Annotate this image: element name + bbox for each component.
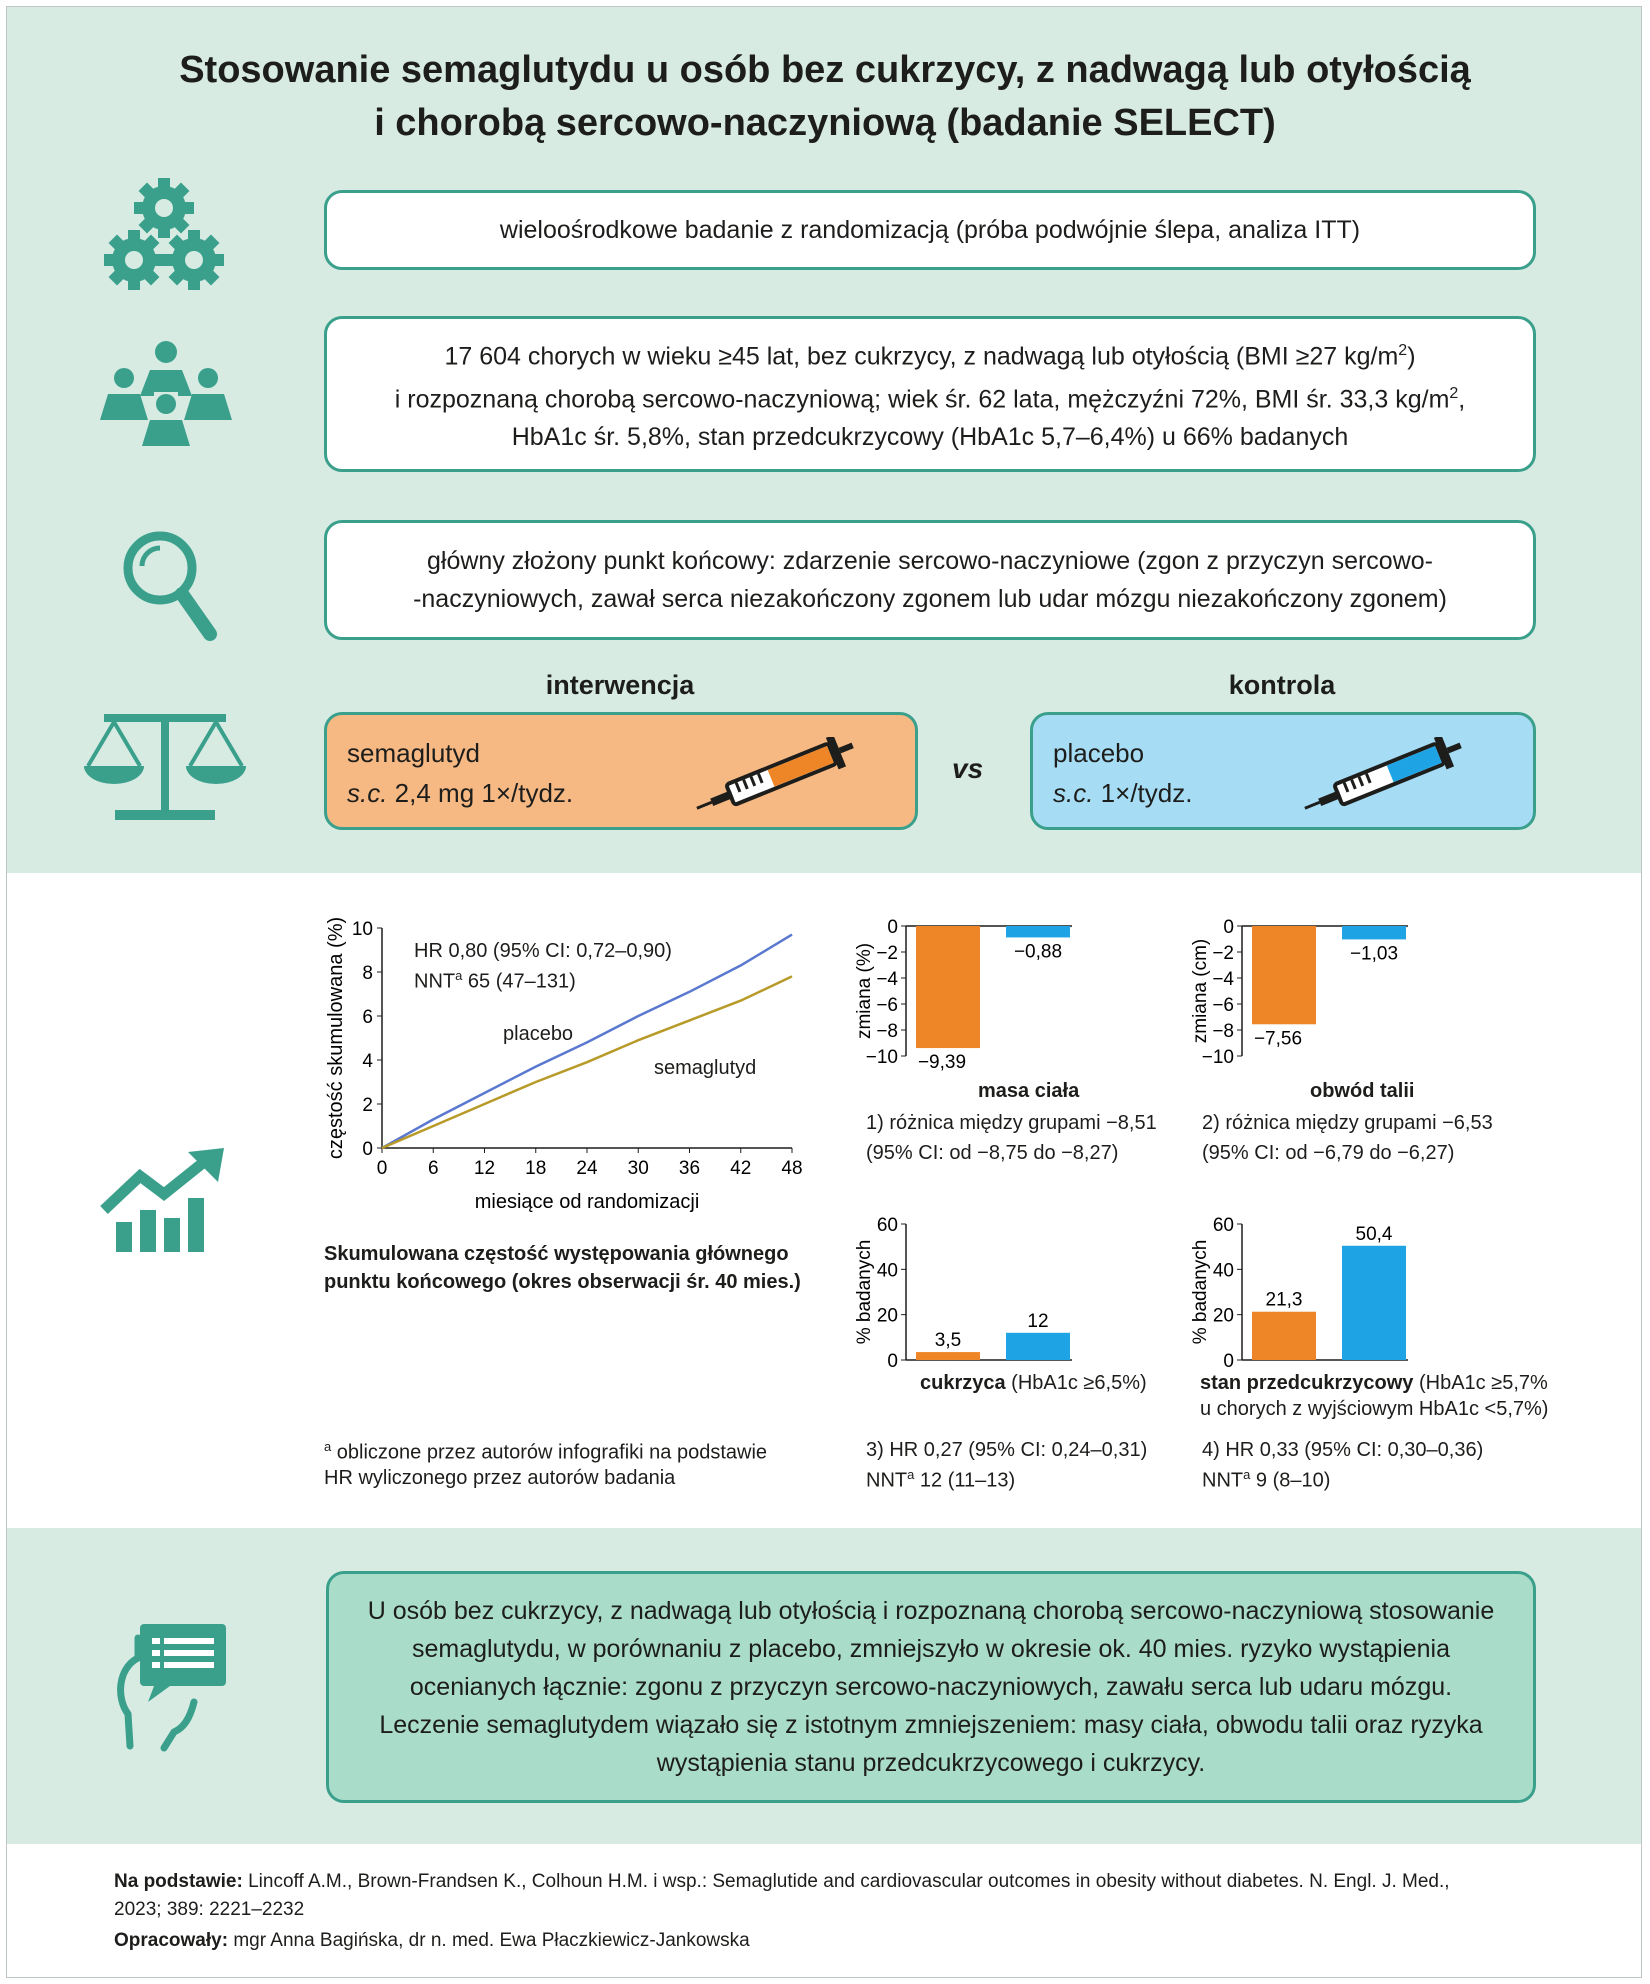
km-x-tick-label: 18 xyxy=(525,1158,547,1179)
km-footnote-line-1 xyxy=(324,1439,767,1465)
control-dose: 1×/tydz. xyxy=(1093,778,1193,808)
km-series-placebo xyxy=(382,935,792,1148)
gears-icon xyxy=(100,176,230,296)
population-text-1b: ) xyxy=(1407,342,1416,370)
endpoint-line-2: -naczyniowych, zawał serca niezakończony zgonem lub udar mózgu niezakończony zgonem) xyxy=(413,585,1447,613)
endpoint-line-1: główny złożony punkt końcowy: zdarzenie sercowo-naczyniowe (zgon z przyczyn sercowo- xyxy=(427,547,1433,575)
waist-note-2: (95% CI: od −6,79 do −6,27) xyxy=(1202,1142,1455,1164)
intervention-label: interwencja xyxy=(545,670,695,700)
control-label: kontrola xyxy=(1228,670,1336,700)
km-nnt-sup: a xyxy=(455,968,463,983)
conclusion-box xyxy=(326,1571,1536,1803)
authors-line xyxy=(114,1930,750,1952)
diabetes-chart-title xyxy=(920,1372,1147,1395)
thinking-head-icon xyxy=(108,1618,232,1752)
bar-y-axis-label: % badanych xyxy=(1190,1239,1211,1345)
bar-placebo xyxy=(1006,1333,1070,1360)
syringe-orange-icon xyxy=(687,737,867,817)
population-box xyxy=(324,316,1536,472)
control-route: s.c. xyxy=(1053,778,1094,808)
bar-y-axis-label: zmiana (%) xyxy=(854,942,875,1040)
bar-y-tick-label: −10 xyxy=(865,1047,898,1068)
prediabetes-title-bold: stan przedcukrzycowy xyxy=(1200,1372,1414,1394)
bar-semaglutyd xyxy=(1252,926,1316,1024)
source-text: Lincoff A.M., Brown-Frandsen K., Colhoun H.M. i wsp.: Semaglutide and cardiovascular outcomes in obesity without diabetes. N. Engl. J. Med., xyxy=(242,1871,1450,1892)
prediabetes-note-1: 4) HR 0,33 (95% CI: 0,30–0,36) xyxy=(1202,1439,1484,1461)
weight-bar-chart xyxy=(852,912,1092,1082)
bar-y-tick-label: 0 xyxy=(887,1351,898,1372)
syringe-blue-icon xyxy=(1295,737,1475,817)
bar-y-tick-label: −4 xyxy=(1212,969,1234,990)
bar-value-label: −1,03 xyxy=(1349,943,1399,965)
km-footnote-text-1: obliczone przez autorów infografiki na podstawie xyxy=(331,1441,768,1464)
scales-icon xyxy=(80,706,250,830)
prediabetes-bar-chart xyxy=(1188,1210,1428,1372)
weight-chart-title: masa ciała xyxy=(978,1080,1080,1102)
km-y-tick-label: 6 xyxy=(362,1007,373,1028)
study-design-text: wieloośrodkowe badanie z randomizacją (próba podwójnie ślepa, analiza ITT) xyxy=(499,216,1361,244)
authors-text: mgr Anna Bagińska, dr n. med. Ewa Płaczkiewicz-Jankowska xyxy=(228,1930,750,1951)
population-line-2: i rozpoznaną chorobą sercowo-naczyniową; wiek śr. 62 lata, mężczyźni 72%, BMI śr. 33,3 $kg/m^2$, xyxy=(394,385,1466,414)
km-annotation-nnt xyxy=(414,968,576,994)
source-text-2: 2023; 389: 2221–2232 xyxy=(114,1899,305,1920)
bar-value-label: 21,3 xyxy=(1265,1289,1303,1311)
km-y-tick-label: 10 xyxy=(351,919,373,940)
diabetes-note-1: 3) HR 0,27 (95% CI: 0,24–0,31) xyxy=(866,1439,1148,1461)
km-x-tick-label: 42 xyxy=(730,1158,752,1179)
bar-semaglutyd xyxy=(1252,1312,1316,1360)
bar-y-tick-label: −4 xyxy=(876,969,898,990)
intervention-arm-box xyxy=(324,712,918,830)
diabetes-nnt-value: 12 (11–13) xyxy=(914,1469,1016,1492)
diabetes-title-rest: (HbA1c ≥6,5%) xyxy=(1005,1372,1147,1394)
title-line-1: Stosowanie semaglutydu u osób bez cukrzycy, z nadwagą lub otyłością xyxy=(179,49,1471,91)
growth-chart-icon xyxy=(100,1148,230,1252)
population-line-1 xyxy=(444,332,1415,375)
km-y-tick-label: 4 xyxy=(362,1051,373,1072)
bar-semaglutyd xyxy=(916,1352,980,1360)
bar-semaglutyd xyxy=(916,926,980,1048)
authors-label: Opracowały: xyxy=(114,1930,229,1951)
population-text-2: i rozpoznaną chorobą sercowo-naczyniową; wiek śr. 62 lata, mężczyźni 72%, BMI śr. 33,3 kg/m xyxy=(394,385,1450,414)
km-x-tick-label: 6 xyxy=(427,1158,439,1179)
bar-value-label: −0,88 xyxy=(1013,941,1063,963)
prediabetes-nnt-value: 9 (8–10) xyxy=(1250,1469,1331,1492)
km-x-axis-label: miesiące od randomizacji xyxy=(474,1191,700,1213)
title-line-2: i chorobą sercowo-naczyniową (badanie SELECT) xyxy=(374,102,1276,144)
intervention-drug: semaglutyd xyxy=(347,738,480,768)
bar-y-tick-label: −8 xyxy=(1212,1021,1234,1042)
bar-y-tick-label: −10 xyxy=(1201,1047,1234,1068)
km-footnote-sup: a xyxy=(324,1439,332,1454)
control-arm-box xyxy=(1030,712,1536,830)
km-y-tick-label: 8 xyxy=(362,963,373,984)
bar-y-tick-label: 20 xyxy=(876,1305,898,1327)
bar-y-tick-label: −6 xyxy=(876,995,898,1016)
km-label-semaglutyd: semaglutyd xyxy=(654,1057,757,1079)
source-citation xyxy=(114,1868,1534,1924)
km-footnote-line-2: HR wyliczonego przez autorów badania xyxy=(324,1467,676,1489)
vs-label: vs xyxy=(952,753,984,784)
prediabetes-nnt-sup: a xyxy=(1243,1467,1251,1482)
bar-placebo xyxy=(1006,926,1070,937)
km-annotation-hr: HR 0,80 (95% CI: 0,72–0,90) xyxy=(414,940,672,962)
bar-y-tick-label: 60 xyxy=(1212,1215,1234,1236)
control-drug: placebo xyxy=(1053,738,1145,768)
bar-placebo xyxy=(1342,926,1406,939)
weight-note-2: (95% CI: od −8,75 do −8,27) xyxy=(866,1142,1119,1164)
km-title-line-1: Skumulowana częstość występowania głównego xyxy=(324,1243,789,1265)
bar-y-tick-label: 0 xyxy=(1223,1351,1234,1372)
study-design-box xyxy=(324,190,1536,270)
km-label-placebo: placebo xyxy=(503,1023,574,1045)
bar-y-tick-label: −8 xyxy=(876,1021,898,1042)
bar-placebo xyxy=(1342,1246,1406,1360)
bar-y-tick-label: 40 xyxy=(1212,1260,1234,1282)
bar-value-label: 12 xyxy=(1027,1310,1049,1332)
intervention-route: s.c. xyxy=(347,778,388,808)
km-y-axis-label: częstość skumulowana (%) xyxy=(325,916,347,1160)
bar-y-tick-label: 40 xyxy=(876,1260,898,1282)
km-x-tick-label: 48 xyxy=(781,1158,803,1179)
bar-y-tick-label: −2 xyxy=(1212,943,1234,964)
bar-y-axis-label: zmiana (cm) xyxy=(1190,938,1211,1044)
bar-y-tick-label: 20 xyxy=(1212,1305,1234,1327)
bar-y-axis-label: % badanych xyxy=(854,1239,875,1345)
km-nnt-label: NNT xyxy=(414,970,456,993)
km-x-tick-label: 12 xyxy=(473,1158,496,1179)
diabetes-nnt-sup: a xyxy=(907,1467,915,1482)
km-x-tick-label: 24 xyxy=(576,1158,598,1179)
prediabetes-chart-title xyxy=(1200,1372,1548,1395)
km-title-line-2: punktu końcowego (okres obserwacji śr. 40 mies.) xyxy=(324,1271,801,1293)
endpoint-box xyxy=(324,520,1536,640)
km-x-tick-label: 36 xyxy=(678,1158,701,1179)
bar-value-label: −9,39 xyxy=(917,1052,967,1074)
diabetes-note-2 xyxy=(866,1467,1015,1493)
prediabetes-title-rest: (HbA1c ≥5,7% xyxy=(1413,1372,1548,1394)
bar-value-label: −7,56 xyxy=(1253,1028,1303,1050)
bar-y-tick-label: 0 xyxy=(887,917,898,938)
waist-chart-title: obwód talii xyxy=(1310,1080,1415,1102)
bar-value-label: 3,5 xyxy=(934,1330,962,1352)
conclusion-text: U osób bez cukrzycy, z nadwagą lub otyłością i rozpoznaną chorobą sercowo-naczyniową stosowanie semaglutydu, w porównaniu z placebo, zmniejszyło w okresie ok. 40 mies. ryzyko wystąpienia ocenianych łącznie: zgonu z przyczyn sercowo-naczyniowych, zawału serca lub udaru mózgu. Leczenie semaglutydem wiązało się z istotnym zmniejszeniem: masy ciała, obwodu talii oraz ryzyka wystąpienia stanu przedcukrzycowego i cukrzycy. xyxy=(367,1597,1495,1777)
superscript-2b: 2 xyxy=(1449,385,1459,402)
km-x-tick-label: 0 xyxy=(376,1158,388,1179)
km-x-tick-label: 30 xyxy=(627,1158,649,1179)
bar-y-tick-label: −2 xyxy=(876,943,898,964)
prediabetes-note-2 xyxy=(1202,1467,1330,1493)
population-line-3: HbA1c śr. 5,8%, stan przedcukrzycowy (HbA1c 5,7–6,4%) u 66% badanych xyxy=(511,423,1349,452)
km-nnt-value: 65 (47–131) xyxy=(462,970,576,993)
bar-y-tick-label: 0 xyxy=(1223,917,1234,938)
page-title xyxy=(80,44,1570,150)
diabetes-title-bold: cukrzyca xyxy=(920,1372,1006,1394)
source-label: Na podstawie: xyxy=(114,1871,243,1892)
bar-value-label: 50,4 xyxy=(1355,1223,1393,1245)
population-text-1: 17 604 chorych w wieku ≥45 lat, bez cukrzycy, z nadwagą lub otyłością (BMI ≥27 kg/m xyxy=(444,342,1399,370)
waist-note-1: 2) różnica między grupami −6,53 xyxy=(1202,1112,1493,1134)
intervention-dose: 2,4 mg 1×/tydz. xyxy=(387,778,574,808)
bar-y-tick-label: −6 xyxy=(1212,995,1234,1016)
diabetes-bar-chart xyxy=(852,1210,1092,1372)
people-group-icon xyxy=(96,338,236,448)
magnifier-icon xyxy=(118,526,218,644)
waist-bar-chart xyxy=(1188,912,1428,1082)
prediabetes-nnt-label: NNT xyxy=(1202,1469,1244,1492)
superscript-2: 2 xyxy=(1398,341,1408,359)
diabetes-nnt-label: NNT xyxy=(866,1469,908,1492)
km-y-tick-label: 2 xyxy=(362,1095,373,1116)
prediabetes-chart-title-line-2: u chorych z wyjściowym HbA1c <5,7%) xyxy=(1200,1398,1549,1420)
km-y-tick-label: 0 xyxy=(362,1139,373,1160)
bar-y-tick-label: 60 xyxy=(876,1215,898,1236)
weight-note-1: 1) różnica między grupami −8,51 xyxy=(866,1112,1157,1134)
